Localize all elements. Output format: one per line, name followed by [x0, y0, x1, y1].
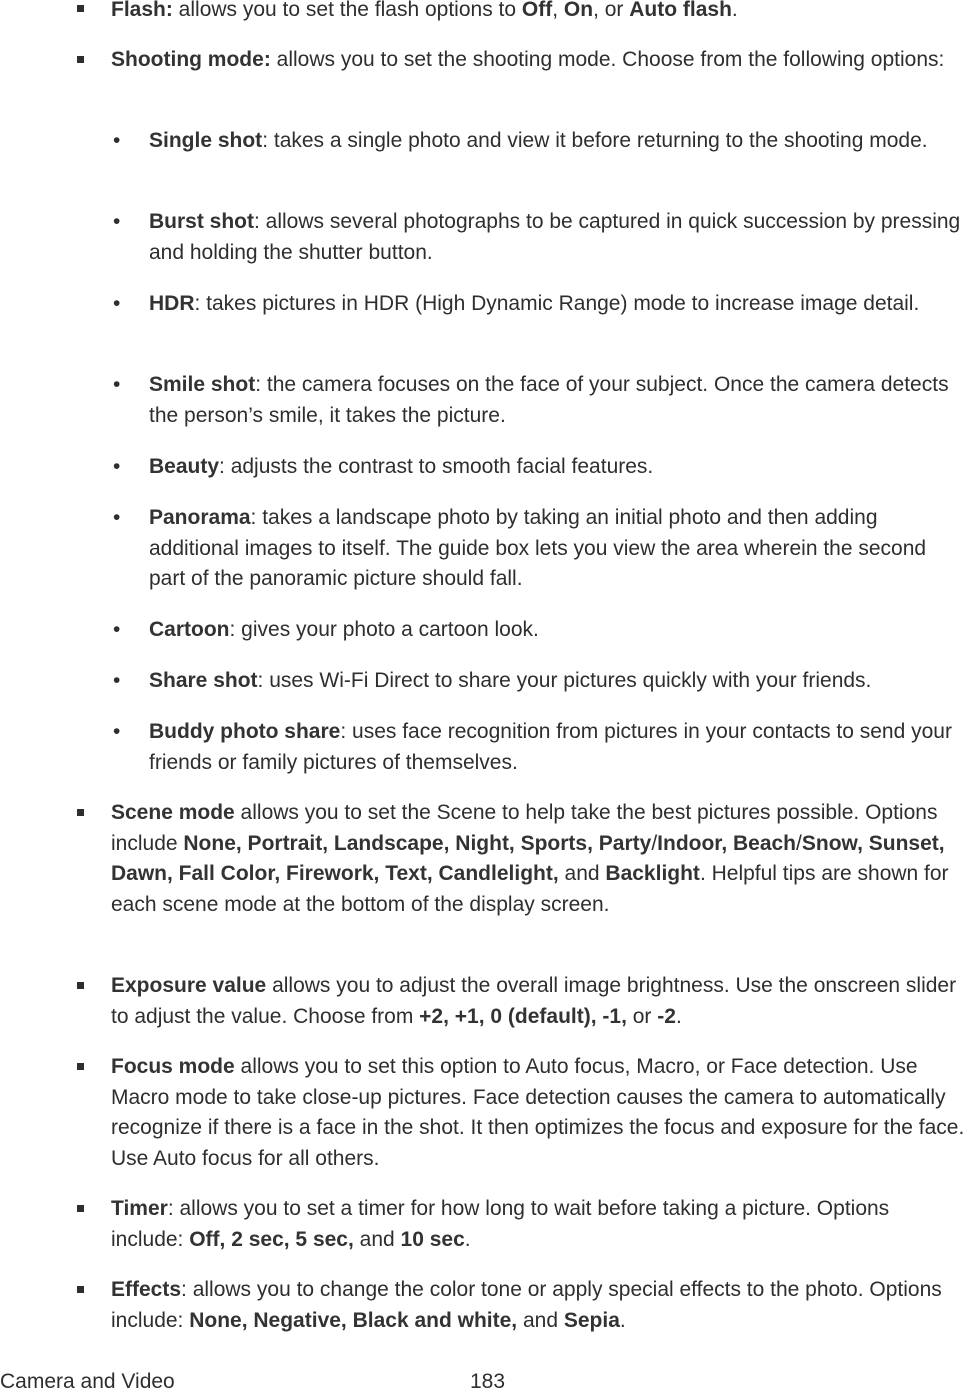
square-bullet-icon — [77, 1205, 84, 1212]
description-text: : takes a landscape photo by taking an initial photo and then adding additional images to itself. The guide box lets you view the area wherein the second part of the panoramic picture should fall. — [149, 506, 927, 590]
description-text: allows you to set the shooting mode. Choose from the following options: — [270, 48, 945, 71]
bold-term: Sepia — [563, 1308, 620, 1332]
description-text: : takes pictures in HDR (High Dynamic Range) mode to increase image detail. — [194, 292, 920, 315]
description-text: and — [353, 1227, 401, 1251]
bold-term: Auto flash — [629, 0, 732, 21]
square-bullet-icon — [77, 56, 84, 63]
sub-item-panorama — [149, 503, 964, 595]
description-text: allows you to adjust the overall image brightness. Use the onscreen slider to adjust the value. Choose from — [111, 974, 957, 1028]
bold-term: Timer — [111, 1197, 168, 1220]
list-item-scene-mode — [111, 798, 967, 920]
bold-term: Snow, Sunset, Dawn, Fall Color, Firework, Text, Candlelight, — [111, 831, 945, 885]
bold-term: Exposure value — [111, 974, 267, 997]
square-bullet-icon — [77, 1286, 84, 1293]
bold-term: None, Portrait, Landscape, Night, Sports, Party — [183, 831, 652, 855]
description-text: . — [731, 0, 738, 21]
bold-term: On — [563, 0, 594, 21]
bold-term: Flash: — [111, 0, 173, 21]
description-text: : the camera focuses on the face of your subject. Once the camera detects the person’s smile, it takes the picture. — [149, 373, 949, 427]
description-text: : allows you to change the color tone or apply special effects to the photo. Options include: — [111, 1278, 942, 1332]
square-bullet-icon — [77, 982, 84, 989]
bold-term: Burst shot — [149, 210, 254, 233]
bold-term: Beauty — [149, 455, 220, 478]
bold-term: Panorama — [149, 506, 251, 529]
description-text: or — [626, 1004, 658, 1028]
description-text: allows you to set the Scene to help take the best pictures possible. Options include — [111, 801, 938, 855]
bullet-dot: • — [113, 455, 121, 478]
description-text: : allows you to set a timer for how long to wait before taking a picture. Options include: — [111, 1197, 890, 1251]
sub-item-smile-shot — [149, 370, 964, 431]
description-text: allows you to set the flash options to — [172, 0, 522, 21]
bold-term: Buddy photo share — [149, 720, 341, 743]
bullet-dot: • — [113, 373, 121, 396]
bullet-dot: • — [113, 210, 121, 233]
bullet-dot: • — [113, 292, 121, 315]
bold-term: Effects — [111, 1278, 182, 1301]
bold-term: Backlight — [605, 862, 700, 885]
sub-item-single-shot — [149, 126, 964, 157]
footer-section-title: Camera and Video — [0, 1370, 175, 1393]
description-text: , or — [593, 0, 630, 21]
description-text: / — [796, 831, 802, 855]
list-item-shooting-mode — [111, 45, 967, 76]
description-text: and — [558, 862, 606, 885]
description-text: . — [464, 1227, 471, 1251]
description-text: . — [675, 1004, 682, 1028]
sub-item-buddy-photo-share — [149, 717, 964, 778]
square-bullet-icon — [77, 809, 84, 816]
sub-item-burst-shot — [149, 207, 964, 268]
bullet-dot: • — [113, 618, 121, 641]
description-text: / — [651, 831, 658, 855]
bold-term: Off — [521, 0, 553, 21]
description-text: : uses Wi-Fi Direct to share your pictures quickly with your friends. — [257, 669, 872, 692]
description-text: : gives your photo a cartoon look. — [229, 618, 539, 641]
bullet-dot: • — [113, 129, 121, 152]
sub-item-share-shot — [149, 666, 964, 697]
list-item-flash — [111, 0, 967, 26]
sub-item-hdr — [149, 289, 964, 320]
sub-item-beauty — [149, 452, 964, 483]
bullet-dot: • — [113, 669, 121, 692]
bold-term: Share shot — [149, 669, 258, 692]
description-text: . Helpful tips are shown for each scene mode at the bottom of the display screen. — [111, 862, 949, 916]
bold-term: None, Negative, Black and white, — [189, 1308, 518, 1332]
bold-term: +2, +1, 0 (default), -1, — [419, 1004, 627, 1028]
bold-term: -2 — [657, 1004, 676, 1028]
description-text: and — [517, 1308, 564, 1332]
description-text: : uses face recognition from pictures in your contacts to send your friends or family pictures of themselves. — [149, 720, 952, 774]
bold-term: Shooting mode: — [111, 48, 271, 71]
bold-term: Cartoon — [149, 618, 230, 641]
description-text: , — [552, 0, 564, 21]
list-item-timer — [111, 1194, 967, 1255]
bold-term: Off, 2 sec, 5 sec, — [189, 1227, 354, 1251]
sub-item-cartoon — [149, 615, 964, 646]
list-item-focus-mode — [111, 1052, 967, 1174]
bold-term: HDR — [149, 292, 195, 315]
description-text: . — [619, 1308, 626, 1332]
bold-term: Focus mode — [111, 1055, 235, 1078]
list-item-effects — [111, 1275, 967, 1336]
list-item-exposure-value — [111, 971, 971, 1032]
bold-term: Smile shot — [149, 373, 256, 396]
bold-term: Indoor, Beach — [657, 831, 797, 855]
square-bullet-icon — [77, 5, 84, 12]
description-text: : allows several photographs to be captured in quick succession by pressing and holding the shutter button. — [149, 210, 961, 264]
footer-page-number: 183 — [470, 1370, 506, 1393]
bullet-dot: • — [113, 506, 121, 529]
bold-term: Single shot — [149, 129, 263, 152]
bold-term: Scene mode — [111, 801, 235, 824]
bold-term: 10 sec — [400, 1227, 465, 1251]
description-text: allows you to set this option to Auto focus, Macro, or Face detection. Use Macro mode to take close-up pictures. Face detection causes the camera to automatically recognize if there is a face in the shot. It then optimizes the focus and exposure for the face. Use Auto focus for all others. — [111, 1055, 965, 1170]
bullet-dot: • — [113, 720, 121, 743]
description-text: : takes a single photo and view it before returning to the shooting mode. — [262, 129, 928, 152]
square-bullet-icon — [77, 1063, 84, 1070]
description-text: : adjusts the contrast to smooth facial features. — [219, 455, 654, 478]
